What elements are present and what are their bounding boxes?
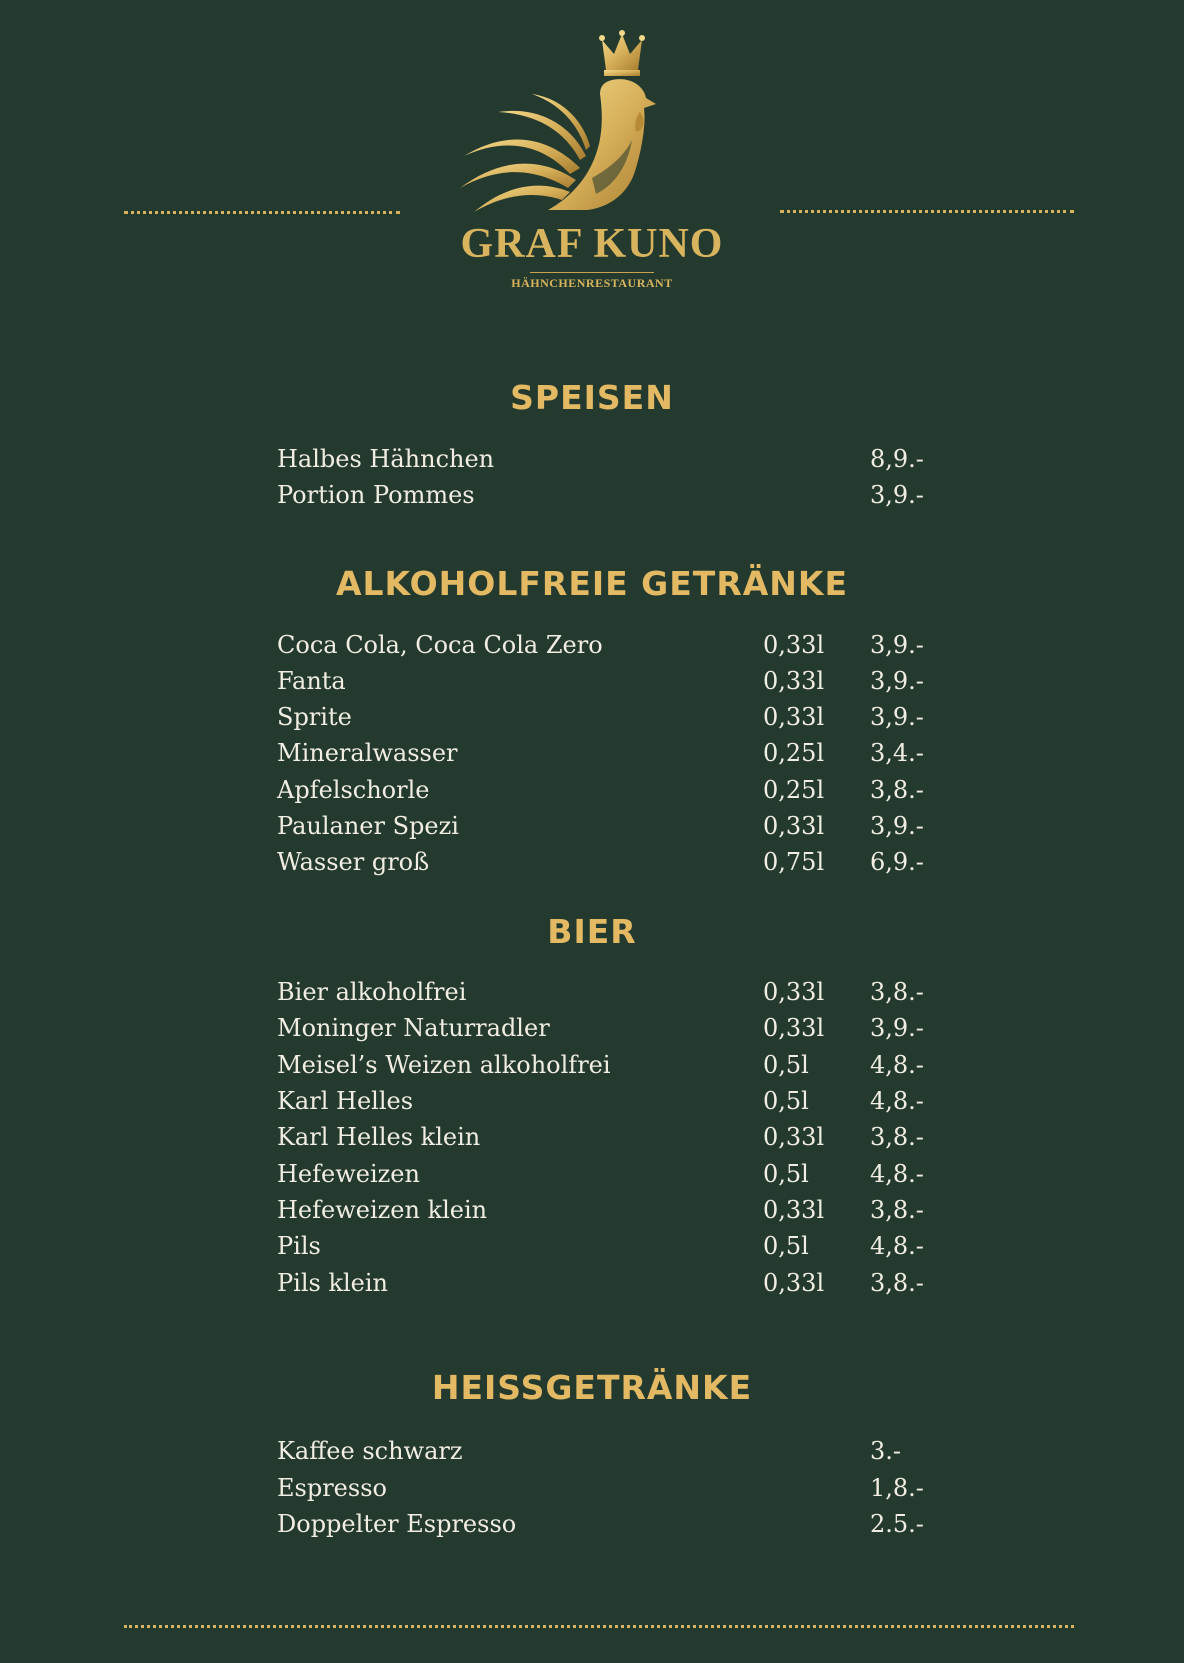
item-name: Moninger Naturradler [277,1014,550,1042]
item-size: 0,33l [763,1196,825,1224]
item-size: 0,33l [763,1269,825,1297]
menu-row [277,1506,937,1542]
item-price: 3,8.- [870,776,924,804]
item-name: Karl Helles [277,1087,414,1115]
item-size: 0,75l [763,848,825,876]
item-price: 3,9.- [870,667,924,695]
item-price: 3,4.- [870,739,924,767]
item-name: Portion Pommes [277,481,475,509]
menu-row [277,974,937,1010]
item-price: 3,8.- [870,1269,924,1297]
item-name: Hefeweizen [277,1160,420,1188]
menu-row [277,1470,937,1506]
item-name: Halbes Hähnchen [277,445,495,473]
item-price: 3,9.- [870,631,924,659]
item-price: 4,8.- [870,1160,924,1188]
item-name: Pils klein [277,1269,388,1297]
item-name: Sprite [277,703,352,731]
divider-bottom [124,1625,1074,1628]
item-size: 0,33l [763,1123,825,1151]
item-name: Karl Helles klein [277,1123,481,1151]
menu-row [277,699,937,735]
menu-row [277,1083,937,1119]
item-price: 3,8.- [870,1196,924,1224]
item-size: 0,33l [763,703,825,731]
item-size: 0,25l [763,776,825,804]
item-price: 3,9.- [870,1014,924,1042]
item-price: 3.- [870,1437,902,1465]
item-name: Hefeweizen klein [277,1196,488,1224]
item-price: 4,8.- [870,1051,924,1079]
item-name: Apfelschorle [277,776,430,804]
section-title-bier: BIER [547,912,637,951]
item-price: 4,8.- [870,1087,924,1115]
rooster-crown-icon [420,28,764,218]
item-price: 3,8.- [870,978,924,1006]
menu-row [277,1228,937,1264]
menu-row [277,735,937,771]
item-name: Wasser groß [277,848,430,876]
item-name: Bier alkoholfrei [277,978,467,1006]
menu-row [277,1433,937,1469]
item-price: 2.5.- [870,1510,924,1538]
menu-row [277,477,937,513]
section-title-speisen: SPEISEN [510,378,674,417]
menu-row [277,844,937,880]
item-size: 0,25l [763,739,825,767]
section-title-heissgetraenke: HEISSGETRÄNKE [431,1368,753,1407]
logo-rule [530,272,654,273]
item-size: 0,33l [763,631,825,659]
item-price: 3,8.- [870,1123,924,1151]
item-name: Mineralwasser [277,739,458,767]
item-price: 8,9.- [870,445,924,473]
menu-row [277,772,937,808]
item-name: Pils [277,1232,321,1260]
item-name: Fanta [277,667,346,695]
menu-row [277,627,937,663]
section-title-alkoholfreie-getraenke: ALKOHOLFREIE GETRÄNKE [335,564,849,603]
item-name: Paulaner Spezi [277,812,459,840]
item-name: Coca Cola, Coca Cola Zero [277,631,603,659]
item-size: 0,5l [763,1232,809,1260]
menu-row [277,663,937,699]
item-name: Doppelter Espresso [277,1510,517,1538]
item-name: Espresso [277,1474,387,1502]
item-name: Kaffee schwarz [277,1437,463,1465]
menu-row [277,441,937,477]
item-size: 0,33l [763,667,825,695]
item-size: 0,33l [763,812,825,840]
item-name: Meisel’s Weizen alkoholfrei [277,1051,611,1079]
menu-row [277,1119,937,1155]
item-price: 3,9.- [870,703,924,731]
divider-top-right [780,210,1074,213]
item-size: 0,5l [763,1087,809,1115]
item-price: 1,8.- [870,1474,924,1502]
item-size: 0,33l [763,1014,825,1042]
item-price: 6,9.- [870,848,924,876]
logo-subtitle: HÄHNCHENRESTAURANT [511,276,673,290]
menu-row [277,1265,937,1301]
item-price: 4,8.- [870,1232,924,1260]
item-price: 3,9.- [870,812,924,840]
item-size: 0,33l [763,978,825,1006]
menu-row [277,1156,937,1192]
logo-title: GRAF KUNO [460,221,724,267]
item-price: 3,9.- [870,481,924,509]
menu-row [277,1192,937,1228]
menu-row [277,1047,937,1083]
menu-row [277,808,937,844]
item-size: 0,5l [763,1160,809,1188]
divider-top-left [124,211,400,214]
logo [420,28,764,298]
item-size: 0,5l [763,1051,809,1079]
menu-row [277,1010,937,1046]
